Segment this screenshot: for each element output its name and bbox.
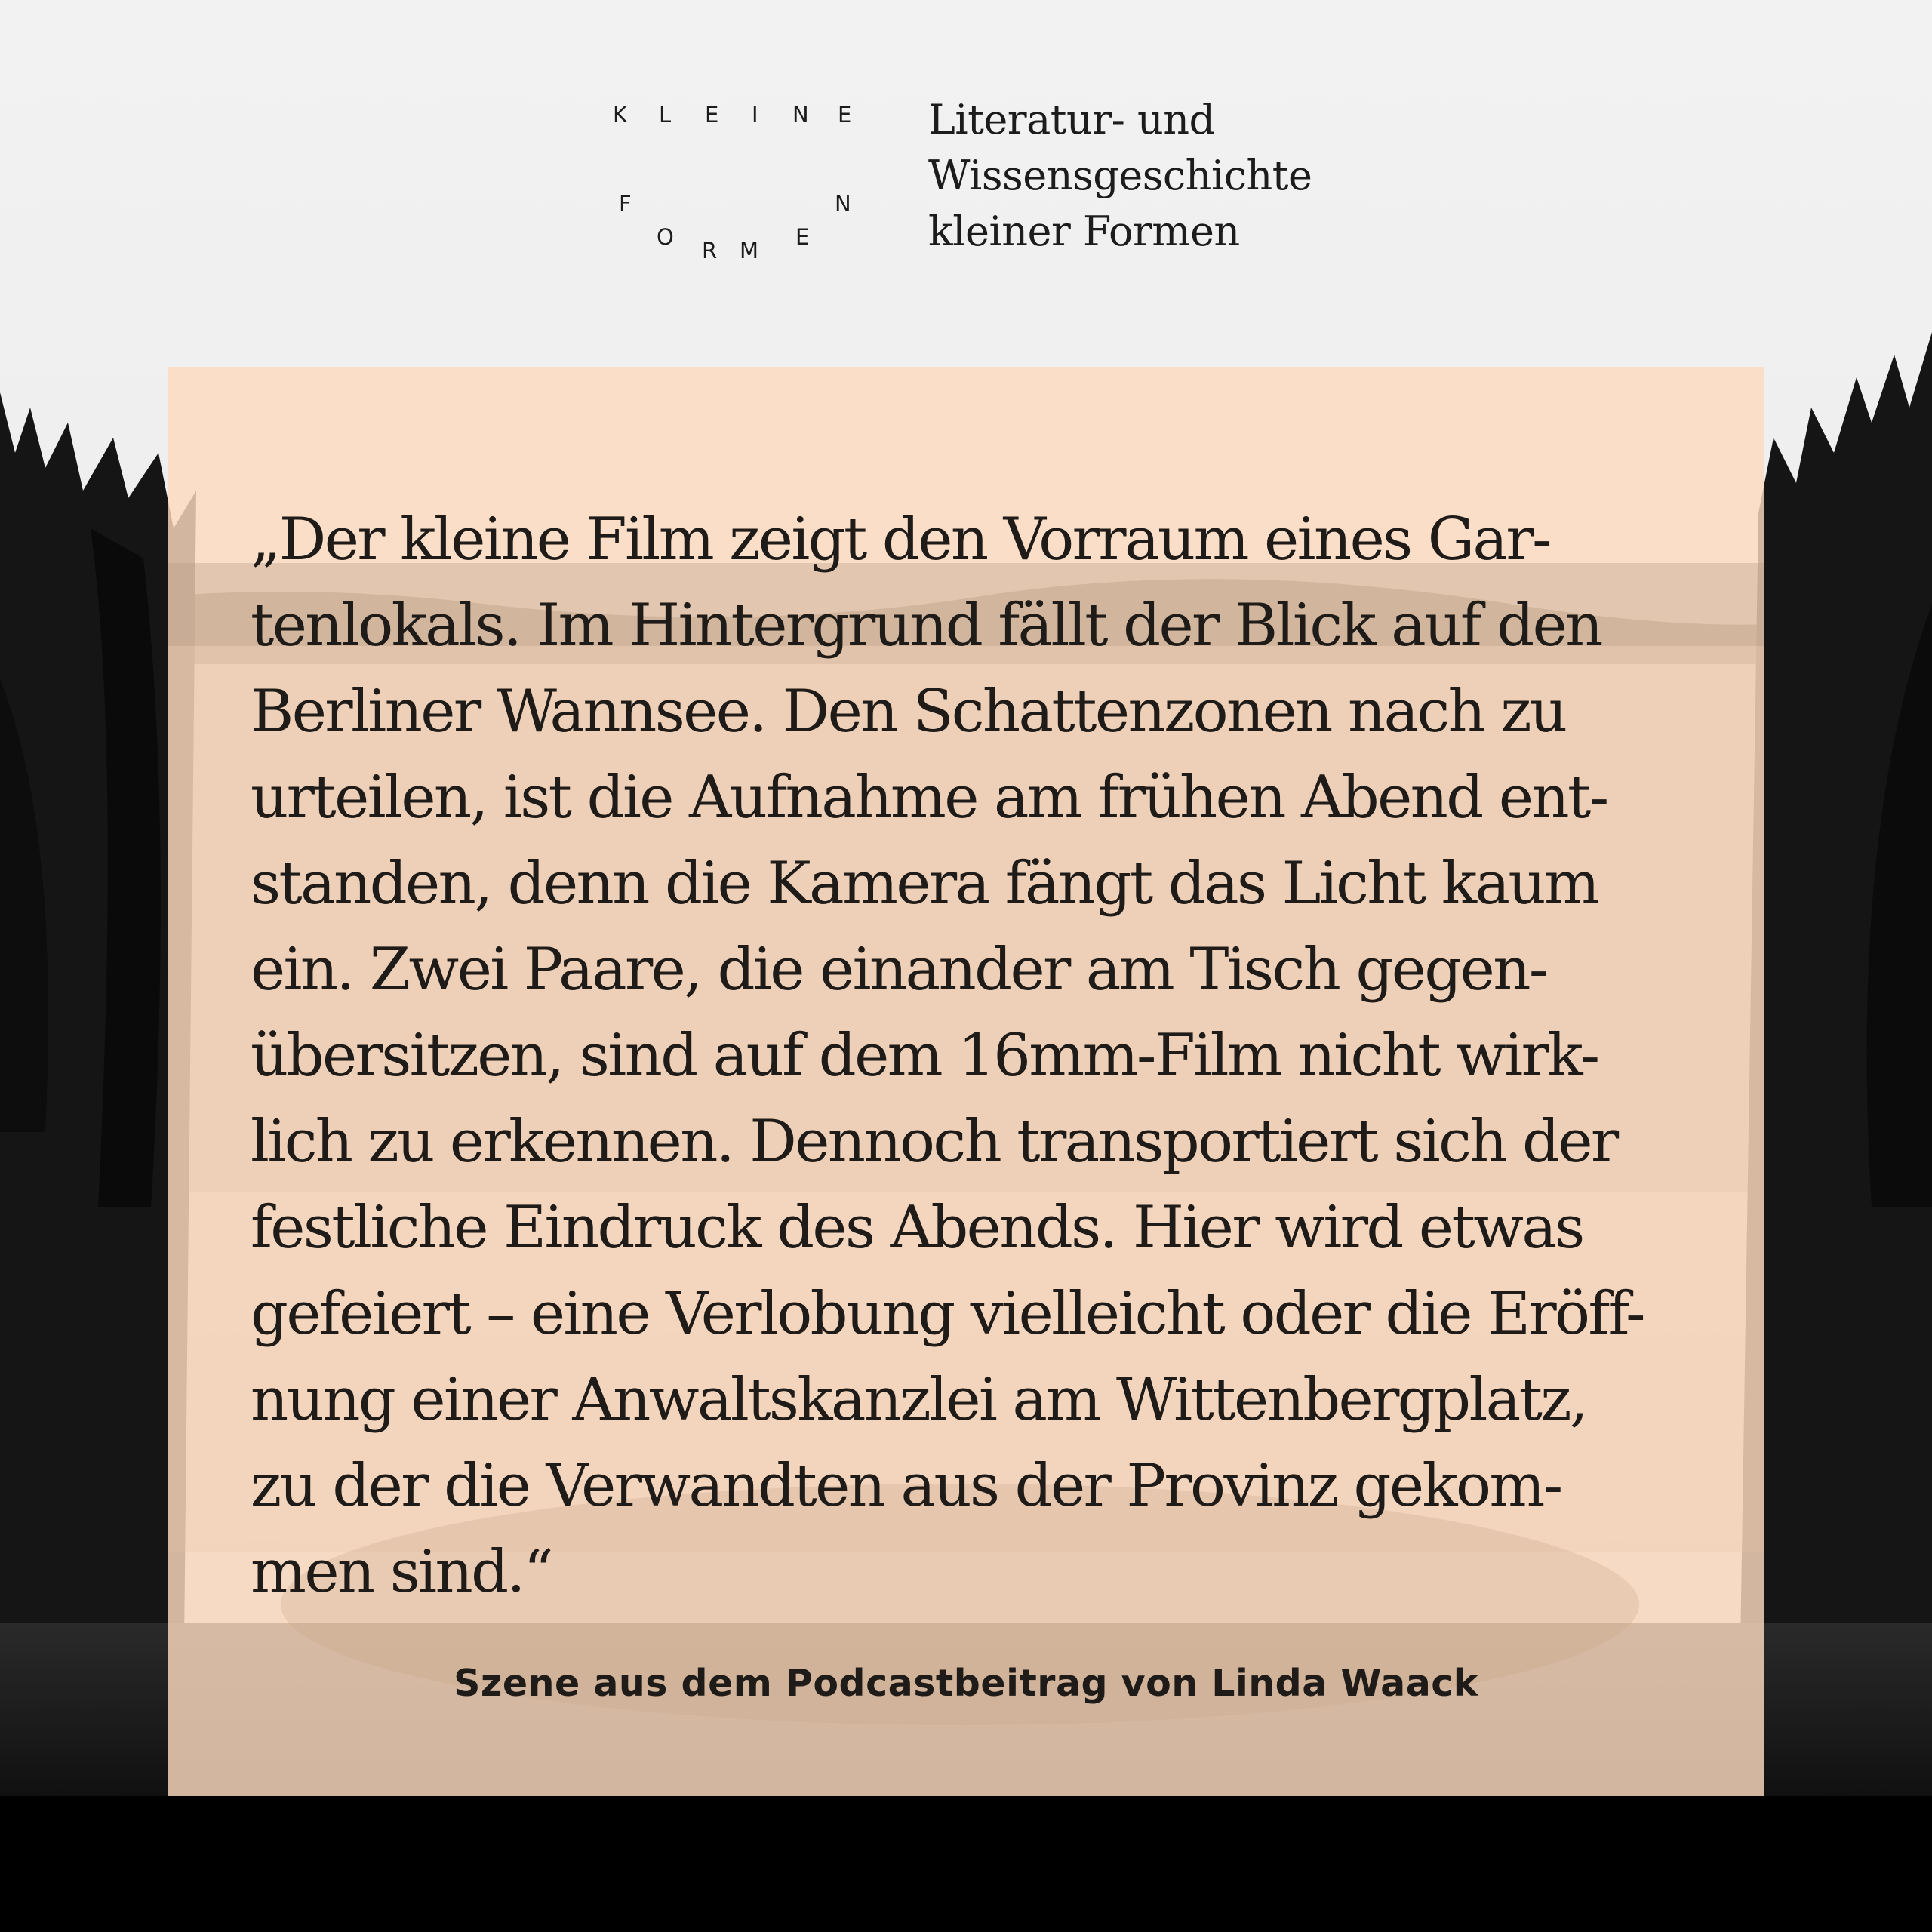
quote-line: übersitzen, sind auf dem 16mm-Film nicht wirk- <box>251 1022 1598 1090</box>
quote-line: men sind.“ <box>251 1538 552 1606</box>
logo-letter: E <box>705 102 719 128</box>
quote-line: standen, denn die Kamera fängt das Licht kaum <box>251 850 1598 918</box>
series-title <box>928 92 1312 260</box>
quote-line: lich zu erkennen. Dennoch transportiert sich der <box>251 1108 1617 1176</box>
logo-letter: F <box>619 191 632 217</box>
logo-letter: E <box>795 224 810 250</box>
logo-letter: I <box>752 102 758 128</box>
quote-line: urteilen, ist die Aufnahme am frühen Abend ent- <box>251 764 1607 832</box>
logo-letter: N <box>835 191 851 217</box>
quote-line: gefeiert – eine Verlobung vielleicht oder die Eröff- <box>251 1280 1644 1348</box>
quote-line: tenlokals. Im Hintergrund fällt der Blick auf den <box>251 592 1601 660</box>
quote-card <box>168 367 1764 1796</box>
quote-line: zu der die Verwandten aus der Provinz gekom- <box>251 1452 1561 1520</box>
logo-letter: L <box>659 102 672 128</box>
quote-line: nung einer Anwaltskanzlei am Wittenbergplatz, <box>251 1366 1587 1434</box>
quote-line: ein. Zwei Paare, die einander am Tisch gegen- <box>251 936 1547 1004</box>
logo-letter: M <box>740 238 759 263</box>
quote-text <box>251 497 1745 1615</box>
logo-letter: R <box>702 238 718 263</box>
attribution: Szene aus dem Podcastbeitrag von Linda Waack <box>454 1662 1478 1705</box>
series-title-line: Wissensgeschichte <box>928 152 1312 199</box>
kleine-formen-logo <box>604 91 860 264</box>
logo-letter: O <box>657 224 674 250</box>
series-title-line: kleiner Formen <box>928 208 1240 255</box>
logo-letter: K <box>613 102 628 128</box>
logo-letter: E <box>838 102 852 128</box>
series-title-line: Literatur- und <box>928 96 1215 143</box>
quote-line: Berliner Wannsee. Den Schattenzonen nach zu <box>251 678 1566 746</box>
quote-line: festliche Eindruck des Abends. Hier wird etwas <box>251 1194 1583 1262</box>
quote-line: „Der kleine Film zeigt den Vorraum eines Gar- <box>251 506 1550 574</box>
logo-letter: N <box>792 102 809 128</box>
